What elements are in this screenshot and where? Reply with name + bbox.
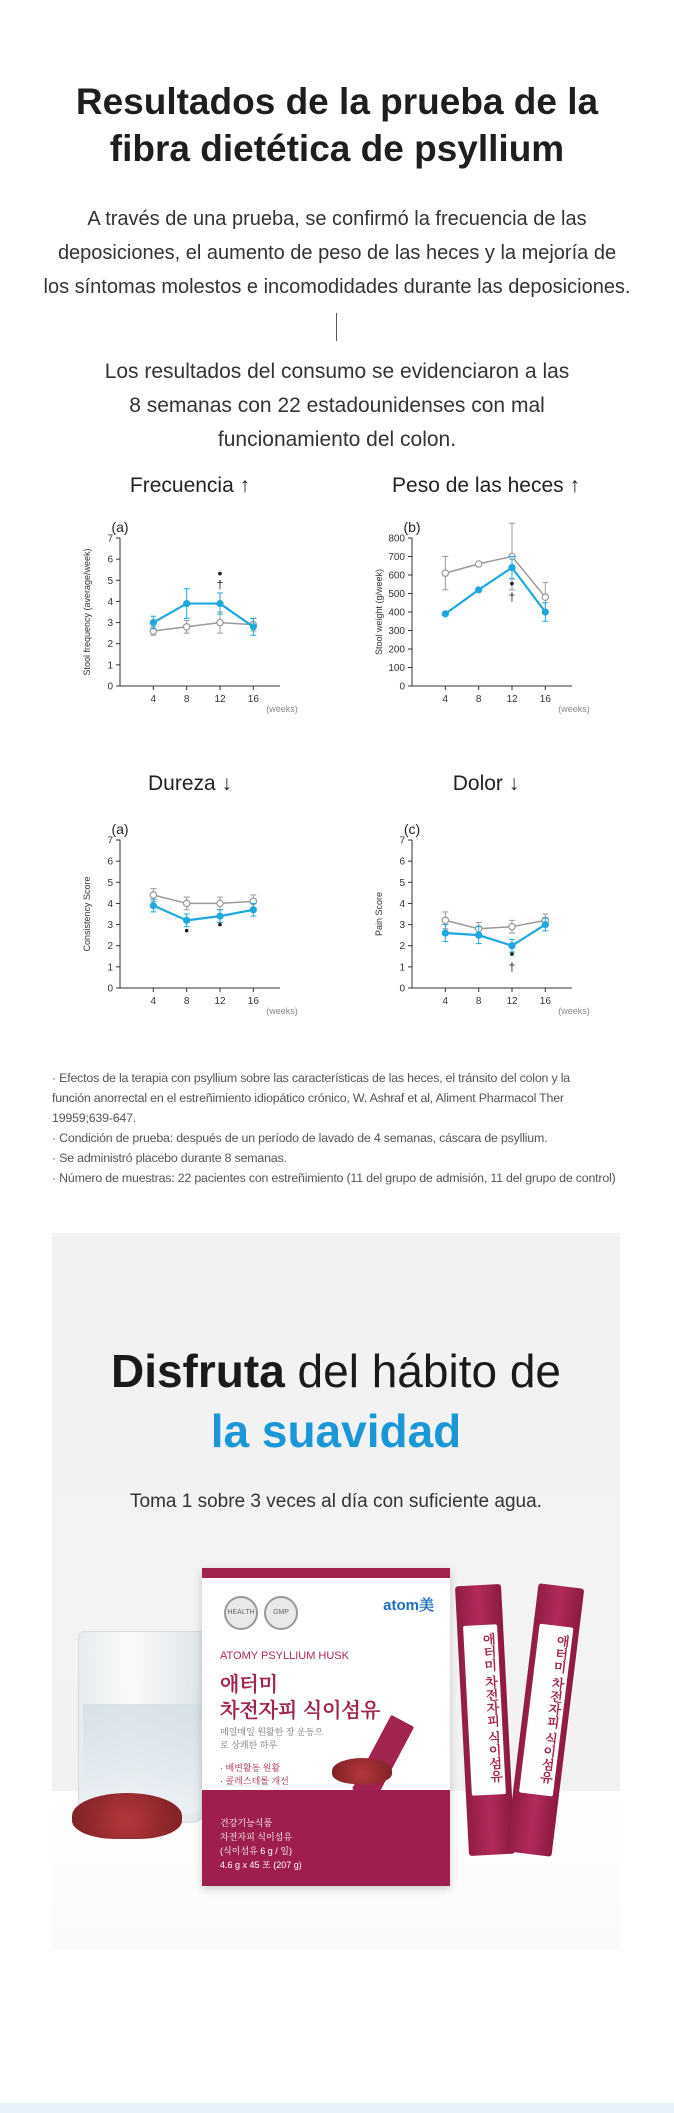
y-tick-label: 0 xyxy=(107,983,113,995)
x-tick-label: 4 xyxy=(150,996,157,1007)
data-point-placebo xyxy=(475,561,481,567)
y-tick-label: 3 xyxy=(399,920,405,932)
series-line-psyllium xyxy=(445,568,545,614)
footnote-line: · Condición de prueba: después de un período de lavado de 4 semanas, cáscara de psyllium. xyxy=(52,1131,548,1145)
x-tick-label: 12 xyxy=(214,996,226,1007)
significance-marker: • xyxy=(509,574,515,591)
x-tick-label: 8 xyxy=(183,694,190,705)
x-tick-label: 16 xyxy=(247,694,259,705)
chart-frequency xyxy=(60,516,310,726)
y-axis-label: Pain Score xyxy=(374,891,384,937)
y-tick-label: 600 xyxy=(388,570,405,582)
y-tick-label: 6 xyxy=(399,856,405,868)
x-tick-label: 16 xyxy=(247,996,259,1007)
intro-line-2: deposiciones, el aumento de peso de las heces y la mejoría de xyxy=(57,242,617,264)
y-tick-label: 4 xyxy=(399,898,405,910)
data-point-placebo xyxy=(509,923,515,929)
y-tick-label: 2 xyxy=(399,941,405,953)
y-tick-label: 0 xyxy=(399,681,405,693)
y-tick-label: 1 xyxy=(107,660,113,672)
results-line-2: 8 semanas con 22 estadounidenses con mal xyxy=(129,394,545,417)
data-point-psyllium xyxy=(216,600,223,607)
footnote-line: · Número de muestras: 22 pacientes con estreñimiento (11 del grupo de admisión, 11 del grupo de control) xyxy=(52,1171,616,1185)
data-point-psyllium xyxy=(442,929,449,936)
x-tick-label: 12 xyxy=(506,694,518,705)
stick-pack-image: 애터미 차전자피 식이섬유 xyxy=(455,1584,515,1856)
data-point-placebo xyxy=(217,900,223,906)
y-tick-label: 7 xyxy=(107,835,113,847)
series-line-placebo xyxy=(153,895,253,903)
data-point-placebo xyxy=(442,570,448,576)
data-point-psyllium xyxy=(475,586,482,593)
data-point-psyllium xyxy=(183,600,190,607)
promo-banner xyxy=(52,1233,620,1949)
footnotes xyxy=(52,1068,652,1188)
data-point-psyllium xyxy=(250,906,257,913)
product-name-kr-1: 애터미 xyxy=(220,1674,278,1696)
y-tick-label: 0 xyxy=(107,681,113,693)
box-powder-image xyxy=(332,1758,392,1784)
x-tick-label: 8 xyxy=(183,996,190,1007)
significance-marker: • xyxy=(184,922,190,939)
chart-consistency xyxy=(60,818,310,1028)
y-tick-label: 3 xyxy=(107,618,113,630)
significance-marker: † xyxy=(508,589,516,604)
y-tick-label: 400 xyxy=(388,607,405,619)
data-point-psyllium xyxy=(442,610,449,617)
vertical-divider xyxy=(336,313,337,341)
promo-subtitle: Toma 1 sobre 3 veces al día con suficiente agua. xyxy=(130,1491,542,1512)
promo-headline-highlight: la suavidad xyxy=(210,1405,462,1457)
x-tick-label: 8 xyxy=(475,694,482,705)
page-title xyxy=(0,78,674,172)
data-point-psyllium xyxy=(508,564,515,571)
results-line-1: Los resultados del consumo se evidenciaron a las xyxy=(104,360,570,383)
data-point-psyllium xyxy=(475,932,482,939)
series-line-placebo xyxy=(153,623,253,631)
significance-marker: † xyxy=(508,960,516,975)
footnote-line: función anorrectal en el estreñimiento idiopático crónico, W. Ashraf et al, Aliment Pharmacol Ther xyxy=(52,1091,564,1105)
data-point-psyllium xyxy=(542,921,549,928)
y-axis-label: Stool frequency (average/week) xyxy=(82,548,92,676)
data-point-psyllium xyxy=(542,608,549,615)
panel-label: (a) xyxy=(111,519,129,535)
results-paragraph xyxy=(40,355,634,457)
x-axis-label: (weeks) xyxy=(266,1006,298,1016)
significance-marker: • xyxy=(509,945,515,962)
x-tick-label: 4 xyxy=(442,694,449,705)
footnote-line: 19959;639-647. xyxy=(52,1111,137,1125)
x-tick-label: 12 xyxy=(214,694,226,705)
data-point-placebo xyxy=(217,619,223,625)
promo-headline-bold: Disfruta xyxy=(110,1345,285,1397)
y-tick-label: 2 xyxy=(107,941,113,953)
y-axis-label: Consistency Score xyxy=(82,876,92,952)
x-tick-label: 16 xyxy=(539,996,551,1007)
data-point-placebo xyxy=(542,594,548,600)
y-tick-label: 800 xyxy=(388,533,405,545)
product-tagline-kr: 매일매일 원활한 장 운동으로 상쾌한 하루 xyxy=(220,1727,324,1750)
chart-heading-hardness: Dureza ↓ xyxy=(147,772,233,795)
x-tick-label: 4 xyxy=(150,694,157,705)
significance-marker: † xyxy=(216,577,224,592)
x-axis-label: (weeks) xyxy=(558,704,590,714)
series-line-psyllium xyxy=(153,906,253,921)
y-tick-label: 4 xyxy=(107,596,113,608)
y-tick-label: 300 xyxy=(388,626,405,637)
y-tick-label: 5 xyxy=(107,877,113,889)
y-tick-label: 7 xyxy=(399,835,405,847)
product-benefits-kr: · 배변활동 원활 · 콜레스테롤 개선 xyxy=(220,1763,289,1786)
data-point-psyllium xyxy=(150,619,157,626)
chart-heading-frequency: Frecuencia ↑ xyxy=(129,474,251,497)
gmp-seal-icon: GMP xyxy=(264,1596,298,1630)
y-tick-label: 0 xyxy=(399,983,405,995)
x-tick-label: 16 xyxy=(539,694,551,705)
y-tick-label: 200 xyxy=(388,644,405,656)
y-tick-label: 1 xyxy=(399,962,405,974)
panel-label: (b) xyxy=(403,519,421,535)
y-tick-label: 500 xyxy=(388,589,405,600)
y-tick-label: 100 xyxy=(388,663,405,674)
data-point-psyllium xyxy=(250,623,257,630)
intro-line-1: A través de una prueba, se confirmó la frecuencia de las xyxy=(87,208,587,230)
results-line-3: funcionamiento del colon. xyxy=(217,428,457,451)
footnote-line: · Efectos de la terapia con psyllium sobre las características de las heces, el tránsito del colon y la xyxy=(52,1071,570,1085)
bottom-strip xyxy=(0,2103,674,2113)
chart-pain xyxy=(352,818,602,1028)
product-name-kr-2: 차전자피 식이섬유 xyxy=(220,1700,381,1722)
product-box-image xyxy=(202,1568,450,1886)
y-tick-label: 6 xyxy=(107,554,113,566)
y-tick-label: 5 xyxy=(399,877,405,889)
y-tick-label: 5 xyxy=(107,575,113,587)
x-tick-label: 8 xyxy=(475,996,482,1007)
x-axis-label: (weeks) xyxy=(558,1006,590,1016)
stick-pack-image: 애터미 차전자피 식이섬유 xyxy=(506,1583,585,1857)
powder-pile-image xyxy=(72,1793,182,1839)
product-spec-kr: 건강기능식품 차전자피 식이섬유 (식이섬유 6 g / 일) 4.6 g x 45 포 (207 g) xyxy=(220,1818,302,1870)
y-tick-label: 1 xyxy=(107,962,113,974)
y-tick-label: 4 xyxy=(107,898,113,910)
chart-heading-pain: Dolor ↓ xyxy=(452,772,520,795)
x-axis-label: (weeks) xyxy=(266,704,298,714)
series-line-placebo xyxy=(445,920,545,928)
health-seal-icon: HEALTH xyxy=(224,1596,258,1630)
footnote-line: · Se administró placebo durante 8 semanas. xyxy=(52,1151,287,1165)
promo-headline-rest: del hábito de xyxy=(284,1345,562,1397)
x-tick-label: 4 xyxy=(442,996,449,1007)
y-tick-label: 2 xyxy=(107,639,113,651)
data-point-placebo xyxy=(442,917,448,923)
data-point-placebo xyxy=(183,900,189,906)
data-point-placebo xyxy=(150,892,156,898)
chart-heading-weight: Peso de las heces ↑ xyxy=(392,474,580,497)
significance-marker: • xyxy=(217,915,223,932)
data-point-placebo xyxy=(183,624,189,630)
intro-paragraph xyxy=(20,202,654,304)
product-name-en: ATOMY PSYLLIUM HUSK xyxy=(220,1650,349,1662)
panel-label: (a) xyxy=(111,821,129,837)
significance-marker: • xyxy=(217,565,223,582)
brand-logo: atom美 xyxy=(383,1597,434,1614)
promo-headline xyxy=(52,1341,620,1461)
x-tick-label: 12 xyxy=(506,996,518,1007)
chart-stool-weight xyxy=(352,516,602,726)
title-line-1: Resultados de la prueba de la xyxy=(75,81,599,122)
y-tick-label: 6 xyxy=(107,856,113,868)
y-axis-label: Stool weight (g/week) xyxy=(374,568,384,656)
y-tick-label: 3 xyxy=(107,920,113,932)
intro-line-3: los síntomas molestos e incomodidades durante las deposiciones. xyxy=(43,276,631,298)
panel-label: (c) xyxy=(403,821,421,837)
title-line-2: fibra dietética de psyllium xyxy=(109,128,565,169)
y-tick-label: 700 xyxy=(388,552,405,563)
data-point-psyllium xyxy=(150,902,157,909)
y-tick-label: 7 xyxy=(107,533,113,545)
